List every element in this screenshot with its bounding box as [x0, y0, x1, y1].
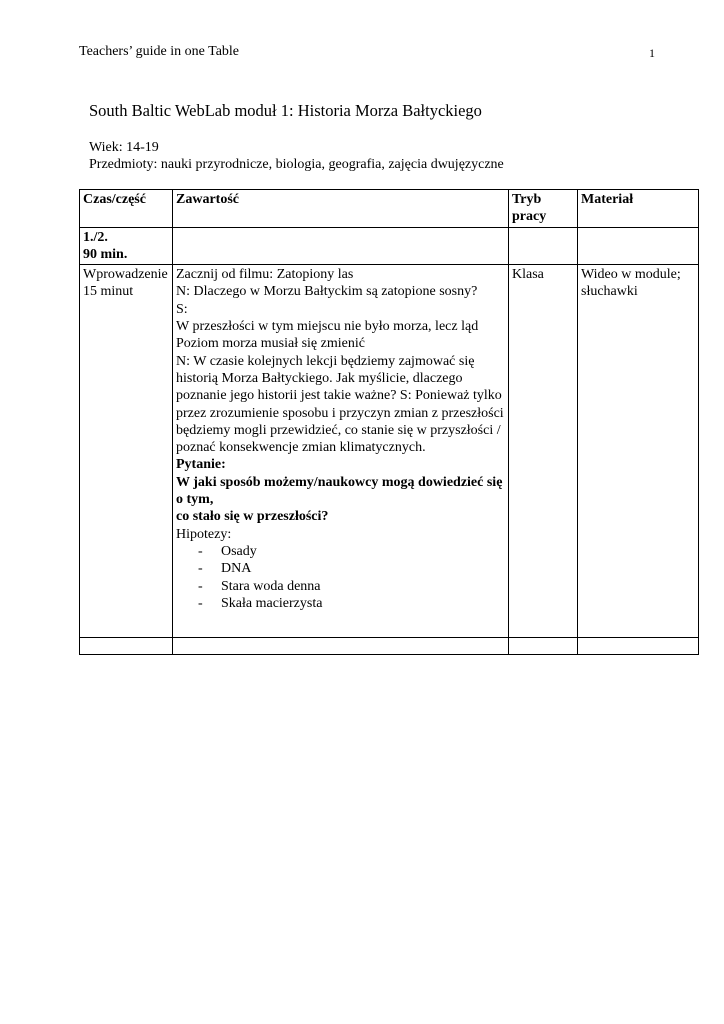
- question-label: Pytanie:: [176, 457, 226, 473]
- table-cell: [173, 227, 509, 265]
- header-time: Czas/część: [80, 190, 173, 228]
- table-cell: [509, 227, 578, 265]
- content-line: N: W czasie kolejnych lekcji będziemy zajmować się historią Morza Bałtyckiego. Jak myślicie, dlaczego poznanie jego historii jest takie ważne? S: Ponieważ tylko przez zrozumienie sposobu i przyczyn zmian z przeszłości będziemy mogli przewidzieć, co stanie się w przyszłości / poznać konsekwencje zmian klimatycznych.: [176, 353, 504, 456]
- content-line: Zacznij od filmu: Zatopiony las: [176, 267, 354, 283]
- list-item: - Stara woda denna: [198, 578, 505, 595]
- intro-time-cell: Wprowadzenie 15 minut: [80, 265, 173, 638]
- session-cell: [80, 227, 173, 265]
- list-item: - Osady: [198, 543, 505, 560]
- list-item: - DNA: [198, 560, 505, 577]
- question-text: W jaki sposób możemy/naukowcy mogą dowiedzieć się o tym,: [176, 474, 503, 508]
- running-header: Teachers’ guide in one Table: [79, 44, 240, 59]
- header-mode-line2: pracy: [512, 209, 547, 225]
- content-line: W przeszłości w tym miejscu nie było morza, lecz ląd: [176, 319, 479, 335]
- header-mode: [509, 190, 578, 228]
- intro-content-cell: [173, 265, 509, 638]
- session-number: 1./2.: [83, 229, 108, 245]
- question-text: co stało się w przeszłości?: [176, 509, 329, 525]
- subjects-line: Przedmioty: nauki przyrodnicze, biologia, geografia, zajęcia dwujęzyczne: [89, 157, 504, 172]
- table-cell: [80, 638, 173, 655]
- hypotheses-label: Hipotezy:: [176, 526, 232, 542]
- page-number: 1: [649, 46, 655, 60]
- document-title: South Baltic WebLab moduł 1: Historia Morza Bałtyckiego: [89, 101, 482, 120]
- table-cell: [173, 638, 509, 655]
- header-content: Zawartość: [173, 190, 509, 228]
- hypotheses-list: [176, 543, 505, 612]
- header-mode-line1: Tryb: [512, 192, 542, 207]
- table-row-session: [80, 227, 699, 265]
- lesson-table: [79, 189, 699, 655]
- table-row-empty: [80, 638, 699, 655]
- table-cell: [509, 638, 578, 655]
- table-cell: [578, 227, 699, 265]
- table-cell: [578, 638, 699, 655]
- list-item: - Skała macierzysta: [198, 595, 505, 612]
- document-meta: [89, 139, 504, 173]
- session-duration: 90 min.: [83, 246, 128, 262]
- header-material: Materiał: [578, 190, 699, 228]
- table-row-intro: [80, 265, 699, 638]
- age-line: Wiek: 14-19: [89, 140, 159, 155]
- content-line: Poziom morza musiał się zmienić: [176, 336, 365, 352]
- intro-material-cell: Wideo w module; słuchawki: [578, 265, 699, 638]
- table-header-row: [80, 190, 699, 228]
- content-line: N: Dlaczego w Morzu Bałtyckim są zatopione sosny?: [176, 284, 478, 300]
- intro-mode-cell: Klasa: [509, 265, 578, 638]
- content-line: S:: [176, 301, 188, 317]
